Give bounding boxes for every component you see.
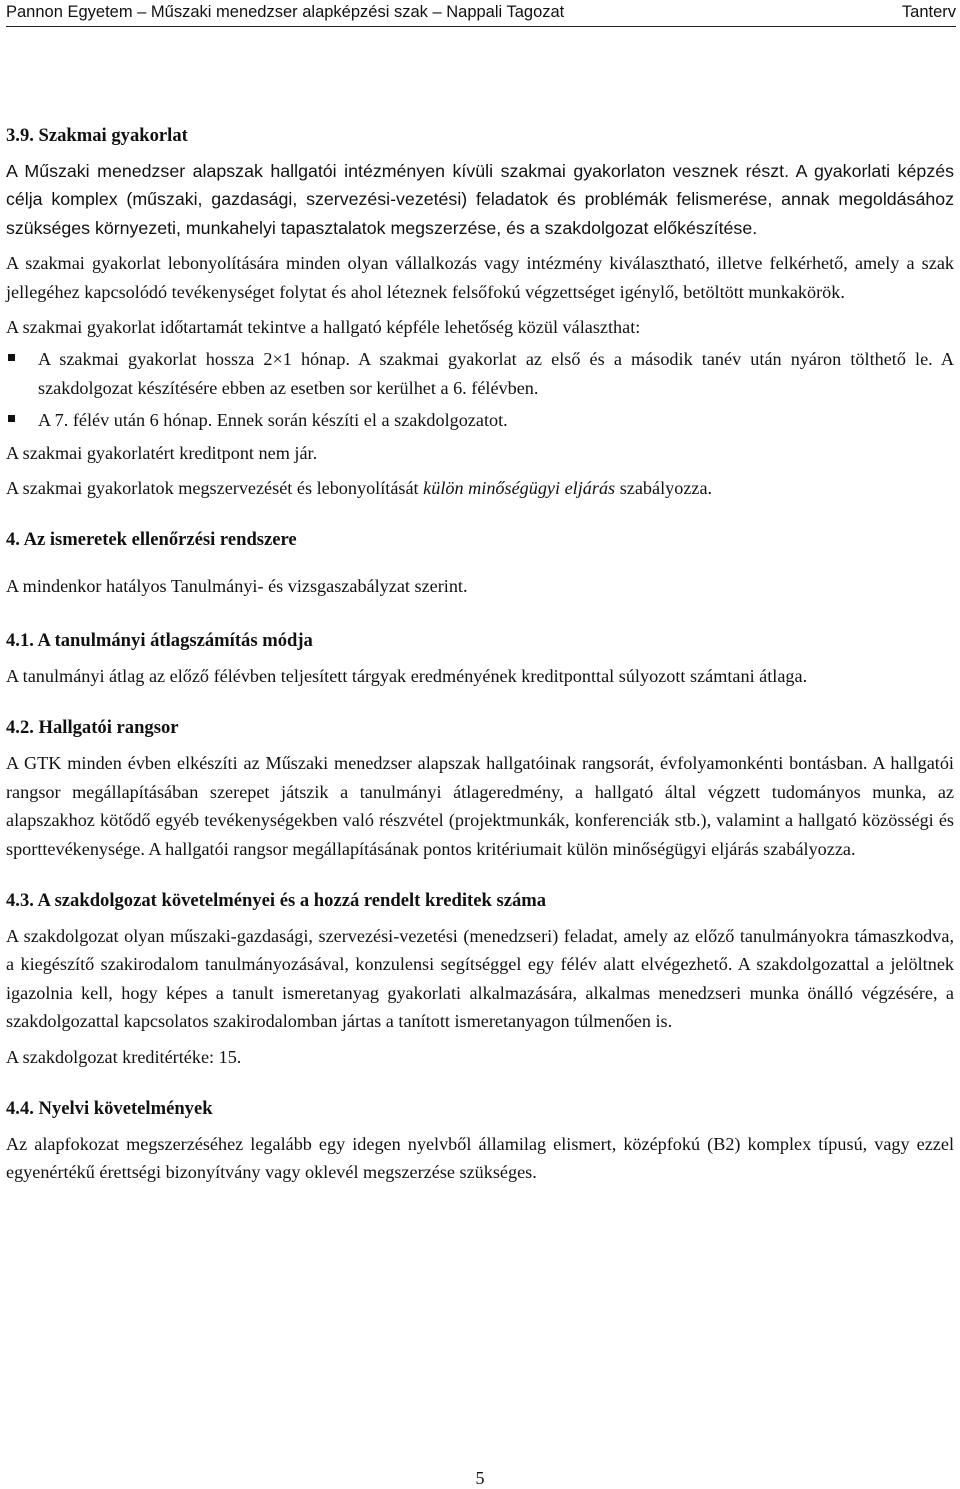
section-4-3-paragraph-1: A szakdolgozat olyan műszaki-gazdasági, szervezési-vezetési (menedzseri) feladat, amely az előző tanulmányokra támaszkodva, a kiegészítő szakirodalom tanulmányozásával, konzulensi segítséggel egy félév alatt elvégezhető. A szakdolgozattal a jelöltnek igazolnia kell, hogy képes a tanult ismeretanyag gyakorlati alkalmazására, alkalmas menedzseri munka önálló végzésére, a szakdolgozattal kapcsolatos szakirodalomban jártas a tanított ismeretanyagon túlmenően is.: [6, 925, 954, 1032]
section-3-9-paragraph-5: [6, 474, 954, 502]
section-3-9-paragraph-3: A szakmai gyakorlat időtartamát tekintve a hallgató képféle lehetőség közül választhat:: [6, 317, 641, 338]
header-section: Tanterv: [901, 3, 956, 21]
section-4-2-paragraph-1: A GTK minden évben elkészíti az Műszaki menedzser alapszak hallgatóinak rangsorát, évfolyamonkénti bontásban. A hallgatói rangsor megállapításában szerepet játszik a tanulmányi átlageredmény, a hallgató által végzett tudományos munka, az alapszakhoz kötődő egyéb tevékenységekben való részvétel (projektmunkák, konferenciák stb.), valamint a hallgató közösségi és sporttevékenysége. A hallgatói rangsor megállapításának pontos kritériumait külön minőségügyi eljárás szabályozza.: [6, 753, 954, 859]
duration-options-list: [6, 345, 954, 434]
paragraph-text: A szakmai gyakorlatok megszervezését és lebonyolítását: [6, 478, 424, 499]
list-item-text: A 7. félév után 6 hónap. Ennek során készíti el a szakdolgozatot.: [38, 410, 508, 431]
section-4-paragraph-1: A mindenkor hatályos Tanulmányi- és vizsgaszabályzat szerint.: [6, 576, 468, 597]
section-4-3-paragraph-2: A szakdolgozat kreditértéke: 15.: [6, 1046, 242, 1067]
section-4-title: 4. Az ismeretek ellenőrzési rendszere: [6, 529, 297, 551]
section-3-9-paragraph-4: A szakmai gyakorlatért kreditpont nem jár.: [6, 442, 318, 463]
section-4-1-paragraph-1: A tanulmányi átlag az előző félévben teljesített tárgyak eredményének kreditponttal súlyozott számtani átlaga.: [6, 665, 808, 686]
page-content: [6, 122, 954, 1187]
square-bullet-icon: [8, 354, 15, 361]
section-3-9-title: 3.9. Szakmai gyakorlat: [6, 125, 188, 146]
page-header: [6, 0, 956, 27]
list-item: [6, 406, 954, 434]
emphasized-text: külön minőségügyi eljárás: [423, 478, 616, 499]
section-4-2-title: 4.2. Hallgatói rangsor: [6, 717, 179, 739]
section-4-4-paragraph-1: Az alapfokozat megszerzéséhez legalább egy idegen nyelvből államilag elismert, középfokú (B2) komplex típusú, vagy ezzel egyenértékű érettségi bizonyítvány vagy oklevél megszerzése szükséges.: [6, 1133, 954, 1183]
page-number: 5: [475, 1468, 485, 1488]
section-4-3-title: 4.3. A szakdolgozat követelményei és a hozzá rendelt kreditek száma: [6, 889, 547, 911]
paragraph-text: szabályozza.: [615, 478, 713, 499]
section-4-1-title: 4.1. A tanulmányi átlagszámítás módja: [6, 629, 313, 651]
section-3-9-paragraph-2: A szakmai gyakorlat lebonyolítására minden olyan vállalkozás vagy intézmény kiválasztható, illetve felkérhető, amely a szak jellegéhez kapcsolódó tevékenységet folytat és ahol léteznek felsőfokú végzettséget igénylő, betöltött munkakörök.: [6, 253, 954, 302]
section-3-9-paragraph-1: A Műszaki menedzser alapszak hallgatói intézményen kívüli szakmai gyakorlaton vesznek részt. A gyakorlati képzés célja komplex (műszaki, gazdasági, szervezési-vezetési) feladatok és problémák felismerése, annak megoldásához szükséges környezeti, munkahelyi tapasztalatok megszerzése, és a szakdolgozat előkészítése.: [6, 161, 954, 238]
list-item-text: A szakmai gyakorlat hossza 2×1 hónap. A szakmai gyakorlat az első és a második tanév után nyáron tölthető le. A szakdolgozat készítésére ebben az esetben sor kerülhet a 6. félévben.: [38, 349, 954, 398]
list-item: [6, 345, 954, 402]
section-4-4-title: 4.4. Nyelvi követelmények: [6, 1097, 213, 1119]
header-title: Pannon Egyetem – Műszaki menedzser alapképzési szak – Nappali Tagozat: [6, 3, 565, 21]
square-bullet-icon: [8, 415, 15, 422]
